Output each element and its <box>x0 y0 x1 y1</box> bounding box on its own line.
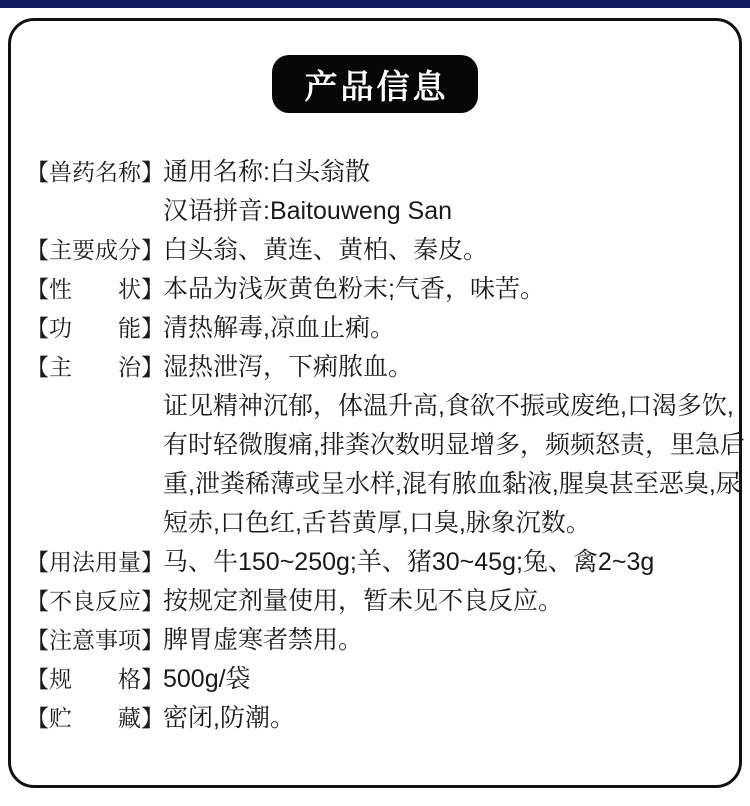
field-value: 脾胃虚寒者禁用。 <box>163 626 364 654</box>
field-label: 【用法用量】 <box>26 549 164 575</box>
field-value: 清热解毒,凉血止痢。 <box>163 314 395 342</box>
field-value: 汉语拼音:Baitouweng San <box>163 197 453 225</box>
product-info-panel <box>8 18 745 788</box>
field-value: 马、牛150~250g;羊、猪30~45g;兔、禽2~3g <box>163 548 655 576</box>
field-value: 密闭,防潮。 <box>163 704 295 732</box>
info-row-storage <box>26 699 733 738</box>
field-label: 【性 状】 <box>26 276 164 302</box>
info-row-indications-detail-3 <box>26 465 741 504</box>
field-label: 【功 能】 <box>26 315 164 341</box>
field-label: 【兽药名称】 <box>26 159 164 185</box>
field-label: 【不良反应】 <box>26 588 164 614</box>
field-label <box>26 426 163 465</box>
info-row-ingredients <box>26 231 733 270</box>
info-row-characters <box>26 270 733 309</box>
info-row-adverse-reactions <box>26 582 733 621</box>
field-label: 【主 治】 <box>26 354 164 380</box>
field-label <box>26 465 163 504</box>
field-label: 【注意事项】 <box>26 627 164 653</box>
info-row-pinyin <box>26 192 733 231</box>
info-row-indications-detail-2 <box>26 426 745 465</box>
top-accent-bar <box>0 0 750 8</box>
info-row-indications-detail-1 <box>26 387 733 426</box>
field-value: 湿热泄泻，下痢脓血。 <box>163 353 414 381</box>
field-value: 通用名称:白头翁散 <box>163 158 370 186</box>
section-title-badge <box>272 55 478 113</box>
info-row-indications <box>26 348 733 387</box>
field-value: 500g/袋 <box>163 665 251 693</box>
field-label <box>26 504 163 543</box>
field-value: 有时轻微腹痛,排粪次数明显增多，频频怒责，里急后 <box>163 431 745 459</box>
info-row-indications-detail-4 <box>26 504 733 543</box>
field-value: 按规定剂量使用，暂未见不良反应。 <box>163 587 564 615</box>
field-label: 【贮 藏】 <box>26 705 164 731</box>
info-row-specification <box>26 660 733 699</box>
field-label <box>26 192 163 231</box>
info-rows <box>26 153 745 738</box>
info-row-precautions <box>26 621 733 660</box>
field-value: 证见精神沉郁，体温升高,食欲不振或废绝,口渴多饮, <box>163 392 734 420</box>
field-label <box>26 387 163 426</box>
info-row-dosage <box>26 543 733 582</box>
info-row-drug-name <box>26 153 733 192</box>
field-value: 重,泄粪稀薄或呈水样,混有脓血黏液,腥臭甚至恶臭,尿 <box>163 470 741 498</box>
info-row-function <box>26 309 733 348</box>
field-value: 本品为浅灰黄色粉末;气香，味苦。 <box>163 275 545 303</box>
section-title: 产品信息 <box>304 67 449 105</box>
field-value: 白头翁、黄连、黄柏、秦皮。 <box>163 236 489 264</box>
field-label: 【规 格】 <box>26 666 164 692</box>
field-value: 短赤,口色红,舌苔黄厚,口臭,脉象沉数。 <box>163 509 591 537</box>
field-label: 【主要成分】 <box>26 237 164 263</box>
